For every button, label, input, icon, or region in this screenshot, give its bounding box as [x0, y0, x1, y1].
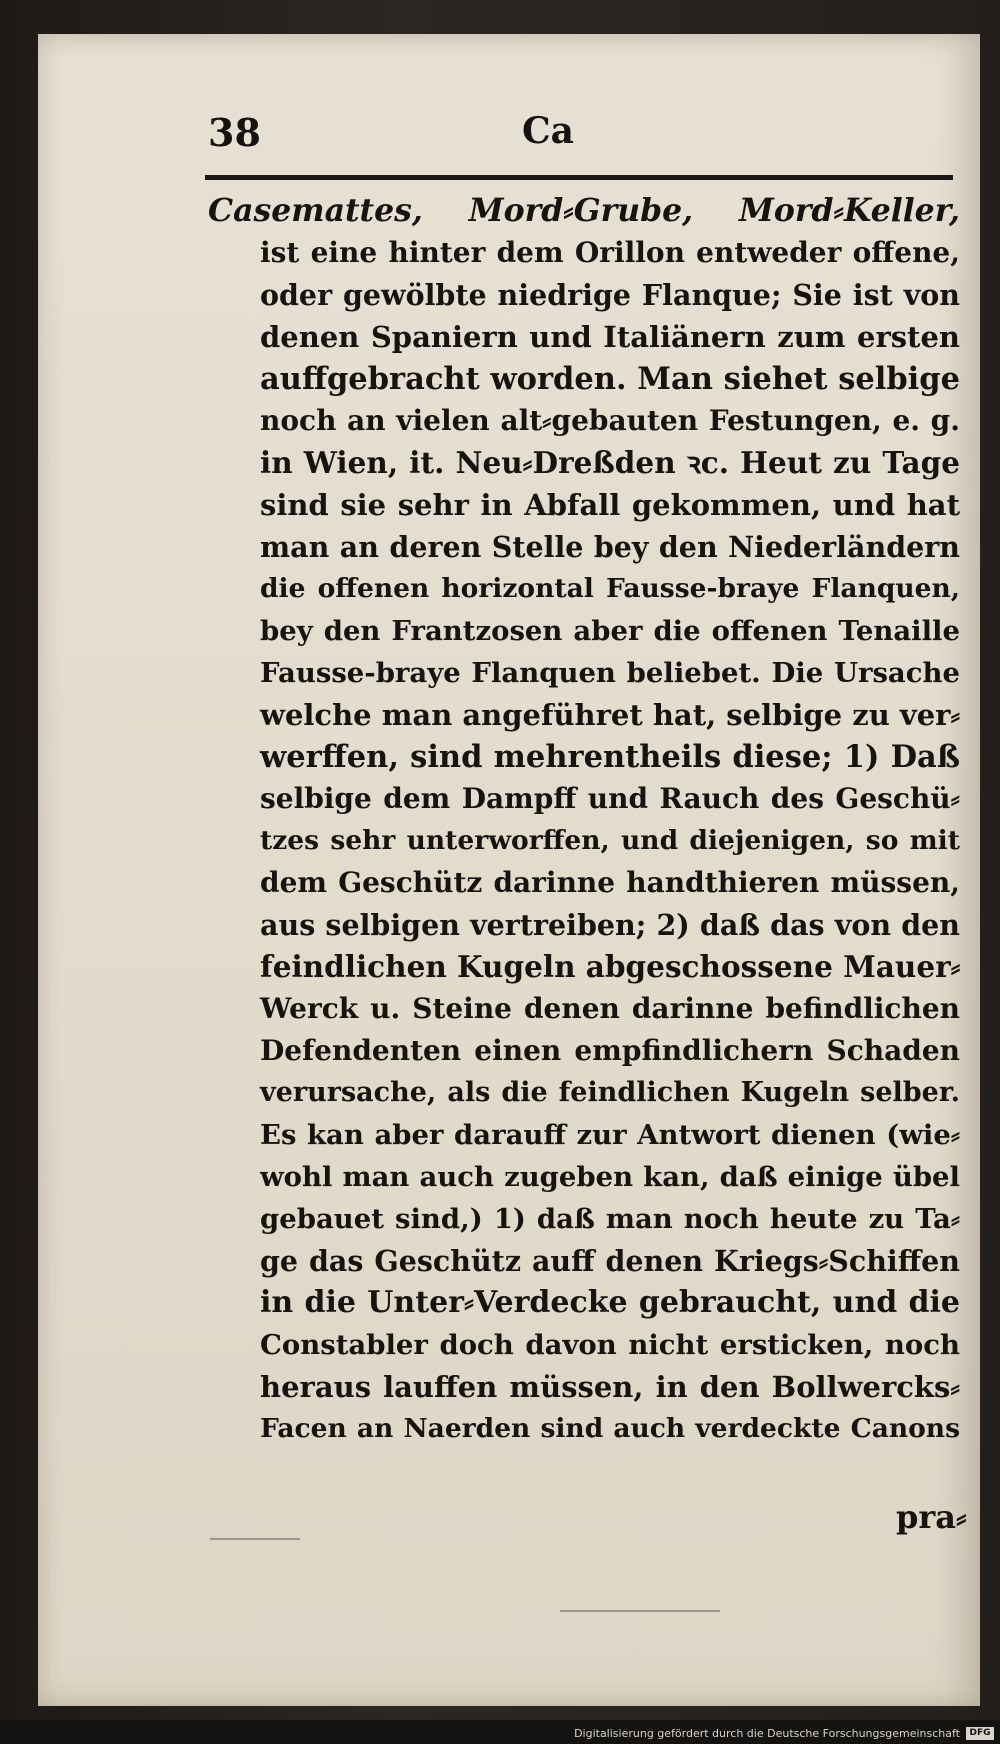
text-line: dem Geschütz darinne handthieren müssen,: [260, 866, 960, 899]
text-line: feindlichen Kugeln abgeschossene Mauer⸗: [260, 949, 960, 984]
text-line: wohl man auch zugeben kan, daß einige übel: [260, 1161, 960, 1193]
text-line: Casemattes, Mord⸗Grube, Mord⸗Keller,: [208, 192, 960, 229]
text-line: werffen, sind mehrentheils diese; 1) Daß: [260, 739, 960, 775]
text-line: ist eine hinter dem Orillon entweder offene,: [260, 236, 960, 269]
header-rule: [205, 175, 953, 180]
ink-smudge: [560, 1610, 720, 1612]
catchword: pra⸗: [896, 1498, 967, 1536]
text-line: man an deren Stelle bey den Niederländern: [260, 530, 960, 564]
text-line: aus selbigen vertreiben; 2) daß das von den: [260, 908, 960, 942]
running-head: Ca: [522, 110, 574, 152]
text-line: welche man angeführet hat, selbige zu ver⸗: [260, 698, 960, 732]
text-line: in die Unter⸗Verdecke gebraucht, und die: [260, 1285, 960, 1320]
digitization-credit: Digitalisierung gefördert durch die Deutsche Forschungsgemeinschaft: [574, 1727, 960, 1740]
page-number: 38: [208, 110, 261, 155]
dfg-logo-icon: DFG: [966, 1727, 994, 1740]
text-line: Fausse-braye Flanquen beliebet. Die Ursache: [260, 657, 960, 689]
text-line: oder gewölbte niedrige Flanque; Sie ist von: [260, 278, 960, 312]
text-line: Defendenten einen empfindlichern Schaden: [260, 1034, 960, 1067]
body-text: [208, 190, 960, 1450]
text-line: gebauet sind,) 1) daß man noch heute zu Ta⸗: [260, 1203, 960, 1235]
text-line: Werck u. Steine denen darinne befindlichen: [260, 992, 960, 1025]
text-line: denen Spaniern und Italiänern zum ersten: [260, 320, 960, 354]
text-line: selbige dem Dampff und Rauch des Geschü⸗: [260, 782, 960, 815]
text-line: sind sie sehr in Abfall gekommen, und hat: [260, 488, 960, 522]
text-line: Constabler doch davon nicht ersticken, noch: [260, 1329, 960, 1361]
text-line: tzes sehr unterworffen, und diejenigen, so mit: [260, 825, 960, 856]
text-line: verursache, als die feindlichen Kugeln selber.: [260, 1077, 960, 1108]
text-line: bey den Frantzosen aber die offenen Tenaille: [260, 615, 960, 647]
text-line: Facen an Naerden sind auch verdeckte Canons: [260, 1413, 960, 1444]
text-line: ge das Geschütz auff denen Kriegs⸗Schiffen: [260, 1244, 960, 1278]
page-header: [170, 110, 960, 160]
text-line: heraus lauffen müssen, in den Bollwercks⸗: [260, 1370, 960, 1404]
text-line: in Wien, it. Neu⸗Dreßden ꝛc. Heut zu Tage: [260, 445, 960, 480]
footer-bar: [0, 1720, 1000, 1744]
ink-smudge: [210, 1538, 300, 1540]
text-line: Es kan aber darauff zur Antwort dienen (wie⸗: [260, 1119, 960, 1151]
text-line: noch an vielen alt⸗gebauten Festungen, e. g.: [260, 404, 960, 437]
text-line: die offenen horizontal Fausse-braye Flanquen,: [260, 573, 960, 604]
text-line: auffgebracht worden. Man siehet selbige: [260, 361, 960, 397]
